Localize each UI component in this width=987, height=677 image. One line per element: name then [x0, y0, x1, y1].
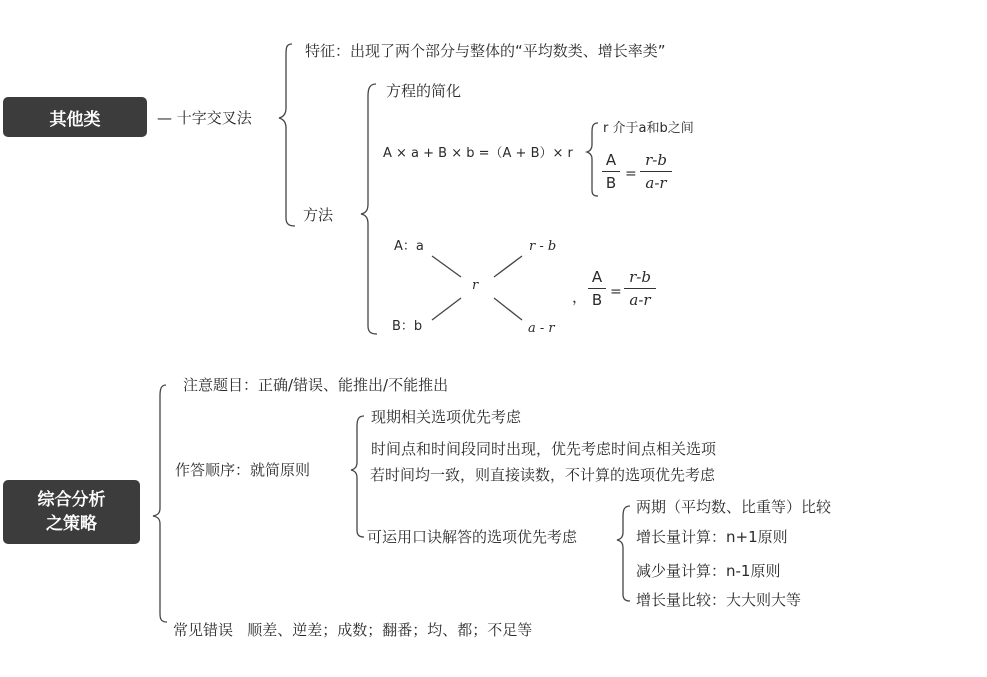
order-item-3: 若时间均一致，则直接读数，不计算的选项优先考虑 — [370, 466, 716, 484]
fraction-ab-2 — [588, 268, 606, 309]
fraction-bar — [602, 171, 620, 172]
fraction-den: B — [605, 174, 617, 192]
order-item-2: 时间点和时间段同时出现，优先考虑时间点相关选项 — [371, 440, 717, 458]
fraction-num: r-b — [645, 151, 667, 169]
bracket-section2 — [153, 385, 167, 622]
cross-a: A：a — [394, 239, 424, 254]
errors-text: 常见错误 顺差、逆差；成数；翻番；均、都；不足等 — [173, 621, 533, 639]
category-box-label-line2: 之策略 — [46, 514, 97, 534]
fraction-bar — [588, 288, 606, 289]
fraction-num: A — [591, 268, 603, 286]
fraction-rhs-1 — [640, 151, 672, 192]
cross-line-br — [494, 298, 522, 320]
mnemonic-3: 减少量计算：n-1原则 — [636, 562, 781, 580]
equals-sign: = — [610, 284, 622, 300]
order-item-4: 可运用口诀解答的选项优先考虑 — [367, 528, 578, 546]
condition-text: r 介于a和b之间 — [603, 121, 694, 136]
cross-rb: r - b — [529, 239, 557, 254]
mnemonic-4: 增长量比较：大大则大等 — [636, 591, 802, 609]
bracket-order — [351, 416, 364, 537]
category-box-strategy — [3, 480, 140, 544]
fraction-ab-1 — [602, 151, 620, 192]
equation: A × a + B × b =（A + B）× r — [383, 146, 573, 161]
simplify-label: 方程的简化 — [386, 82, 462, 100]
cross-r: r — [472, 278, 479, 293]
order-item-1: 现期相关选项优先考虑 — [371, 408, 522, 426]
fraction-num: r-b — [629, 268, 651, 286]
fraction-bar — [624, 288, 656, 289]
order-text: 作答顺序：就简原则 — [175, 461, 311, 479]
category-box-label-line1: 综合分析 — [37, 490, 106, 510]
mnemonic-2: 增长量计算：n+1原则 — [636, 528, 788, 546]
method-label: 方法 — [303, 206, 334, 224]
bracket-mnemonic — [617, 506, 630, 601]
note-text: 注意题目：正确/错误、能推出/不能推出 — [183, 376, 449, 394]
feature-text: 特征：出现了两个部分与整体的“平均数类、增长率类” — [305, 42, 666, 60]
cross-line-bl — [432, 298, 461, 320]
fraction-num: A — [605, 151, 617, 169]
category-box-other — [3, 97, 147, 137]
bracket-section1 — [279, 44, 295, 226]
mnemonic-1: 两期（平均数、比重等）比较 — [636, 498, 832, 516]
fraction-den: a-r — [629, 291, 651, 309]
fraction-bar — [640, 171, 672, 172]
cross-b: B：b — [392, 319, 423, 334]
equals-sign: = — [625, 166, 637, 182]
cross-ar: a - r — [528, 321, 555, 336]
fraction-rhs-2 — [624, 268, 656, 309]
cross-line-tr — [494, 256, 522, 277]
method-cross: — 十字交叉法 — [157, 109, 252, 127]
bracket-condition — [587, 123, 598, 196]
category-box-label: 其他类 — [49, 109, 101, 130]
comma: ， — [572, 288, 588, 306]
cross-line-tl — [432, 256, 461, 277]
bracket-method — [361, 84, 377, 334]
fraction-den: B — [591, 291, 603, 309]
fraction-den: a-r — [645, 174, 667, 192]
